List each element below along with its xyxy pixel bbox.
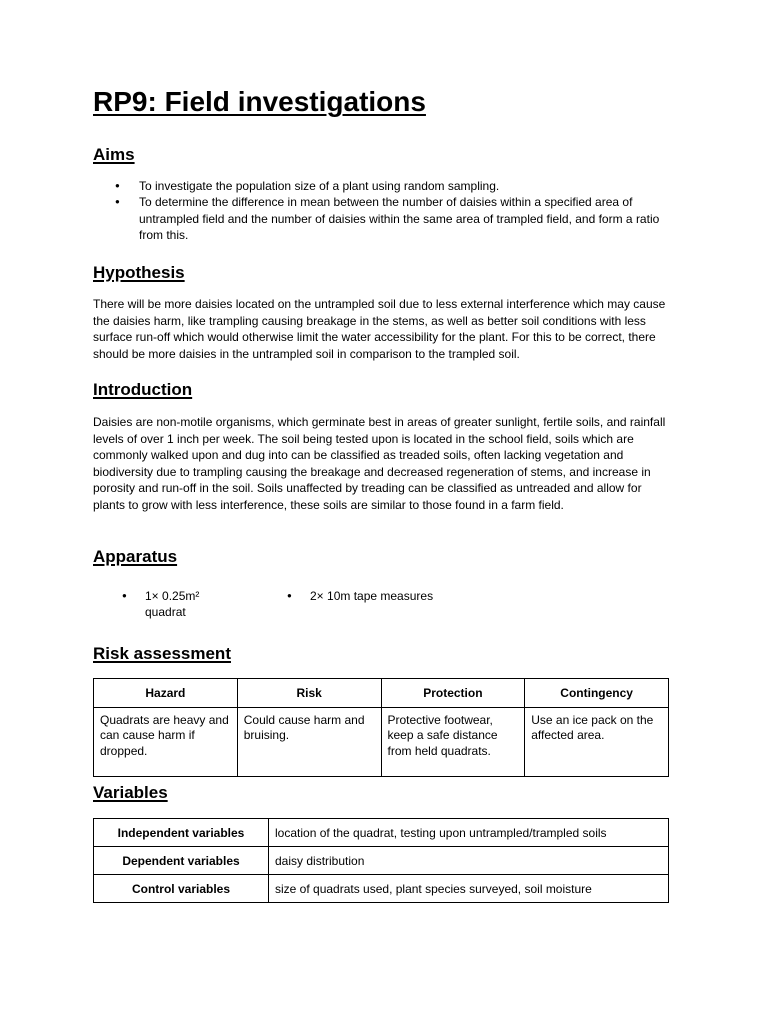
aims-item: ● To investigate the population size of a plant using random sampling. bbox=[93, 178, 670, 194]
variable-label: Control variables bbox=[94, 875, 269, 903]
aims-heading: Aims bbox=[93, 145, 135, 164]
page-title: RP9: Field investigations bbox=[93, 86, 426, 117]
bullet-icon: ● bbox=[287, 591, 292, 600]
table-header-cell: Contingency bbox=[525, 679, 669, 708]
table-row bbox=[94, 875, 669, 903]
table-header-row bbox=[94, 679, 669, 708]
aims-item: ● To determine the difference in mean between the number of daisies within a specified area of untrampled field and the number of daisies within the same area of trampled field, and form a ratio from this. bbox=[93, 194, 670, 243]
aims-list bbox=[93, 178, 670, 244]
bullet-icon: ● bbox=[122, 591, 127, 600]
table-cell: Protective footwear, keep a safe distance from held quadrats. bbox=[381, 708, 525, 777]
hypothesis-text: There will be more daisies located on the untrampled soil due to less external interference which may cause the daisies harm, like trampling causing breakage in the stems, as well as better soil conditions with less surface run-off which would otherwise limit the water accessibility for the plant. For this to be correct, there should be more daisies in the untrampled soil in comparison to the trampled soil. bbox=[93, 297, 666, 361]
variable-value: daisy distribution bbox=[269, 847, 669, 875]
variable-label: Independent variables bbox=[94, 819, 269, 847]
table-header-cell: Protection bbox=[381, 679, 525, 708]
table-cell: Use an ice pack on the affected area. bbox=[525, 708, 669, 777]
apparatus-heading: Apparatus bbox=[93, 547, 178, 566]
hypothesis-heading: Hypothesis bbox=[93, 263, 185, 282]
table-header-cell: Risk bbox=[237, 679, 381, 708]
introduction-text: Daisies are non-motile organisms, which germinate best in areas of greater sunlight, fertile soils, and rainfall levels of over 1 inch per week. The soil being tested upon is located in the school field, soils which are commonly walked upon and dug into can be classified as treaded soils, often lacking vegetation and biodiversity due to trampling causing the breakage and decreased regeneration of stems, and increase in porosity and run-off in the soil. Soils unaffected by treading can be classified as untreaded and allow for plants to grow with less interference, these soils are similar to those found in a farm field. bbox=[93, 415, 666, 512]
table-row bbox=[94, 819, 669, 847]
risk-table bbox=[93, 678, 669, 777]
variable-value: location of the quadrat, testing upon untrampled/trampled soils bbox=[269, 819, 669, 847]
variables-heading: Variables bbox=[93, 783, 168, 802]
table-header-cell: Hazard bbox=[94, 679, 238, 708]
table-cell: Quadrats are heavy and can cause harm if dropped. bbox=[94, 708, 238, 777]
table-row bbox=[94, 847, 669, 875]
variable-label: Dependent variables bbox=[94, 847, 269, 875]
introduction-heading: Introduction bbox=[93, 380, 193, 399]
variables-table bbox=[93, 818, 669, 903]
table-row bbox=[94, 708, 669, 777]
risk-assessment-heading: Risk assessment bbox=[93, 644, 231, 663]
variable-value: size of quadrats used, plant species surveyed, soil moisture bbox=[269, 875, 669, 903]
table-cell: Could cause harm and bruising. bbox=[237, 708, 381, 777]
